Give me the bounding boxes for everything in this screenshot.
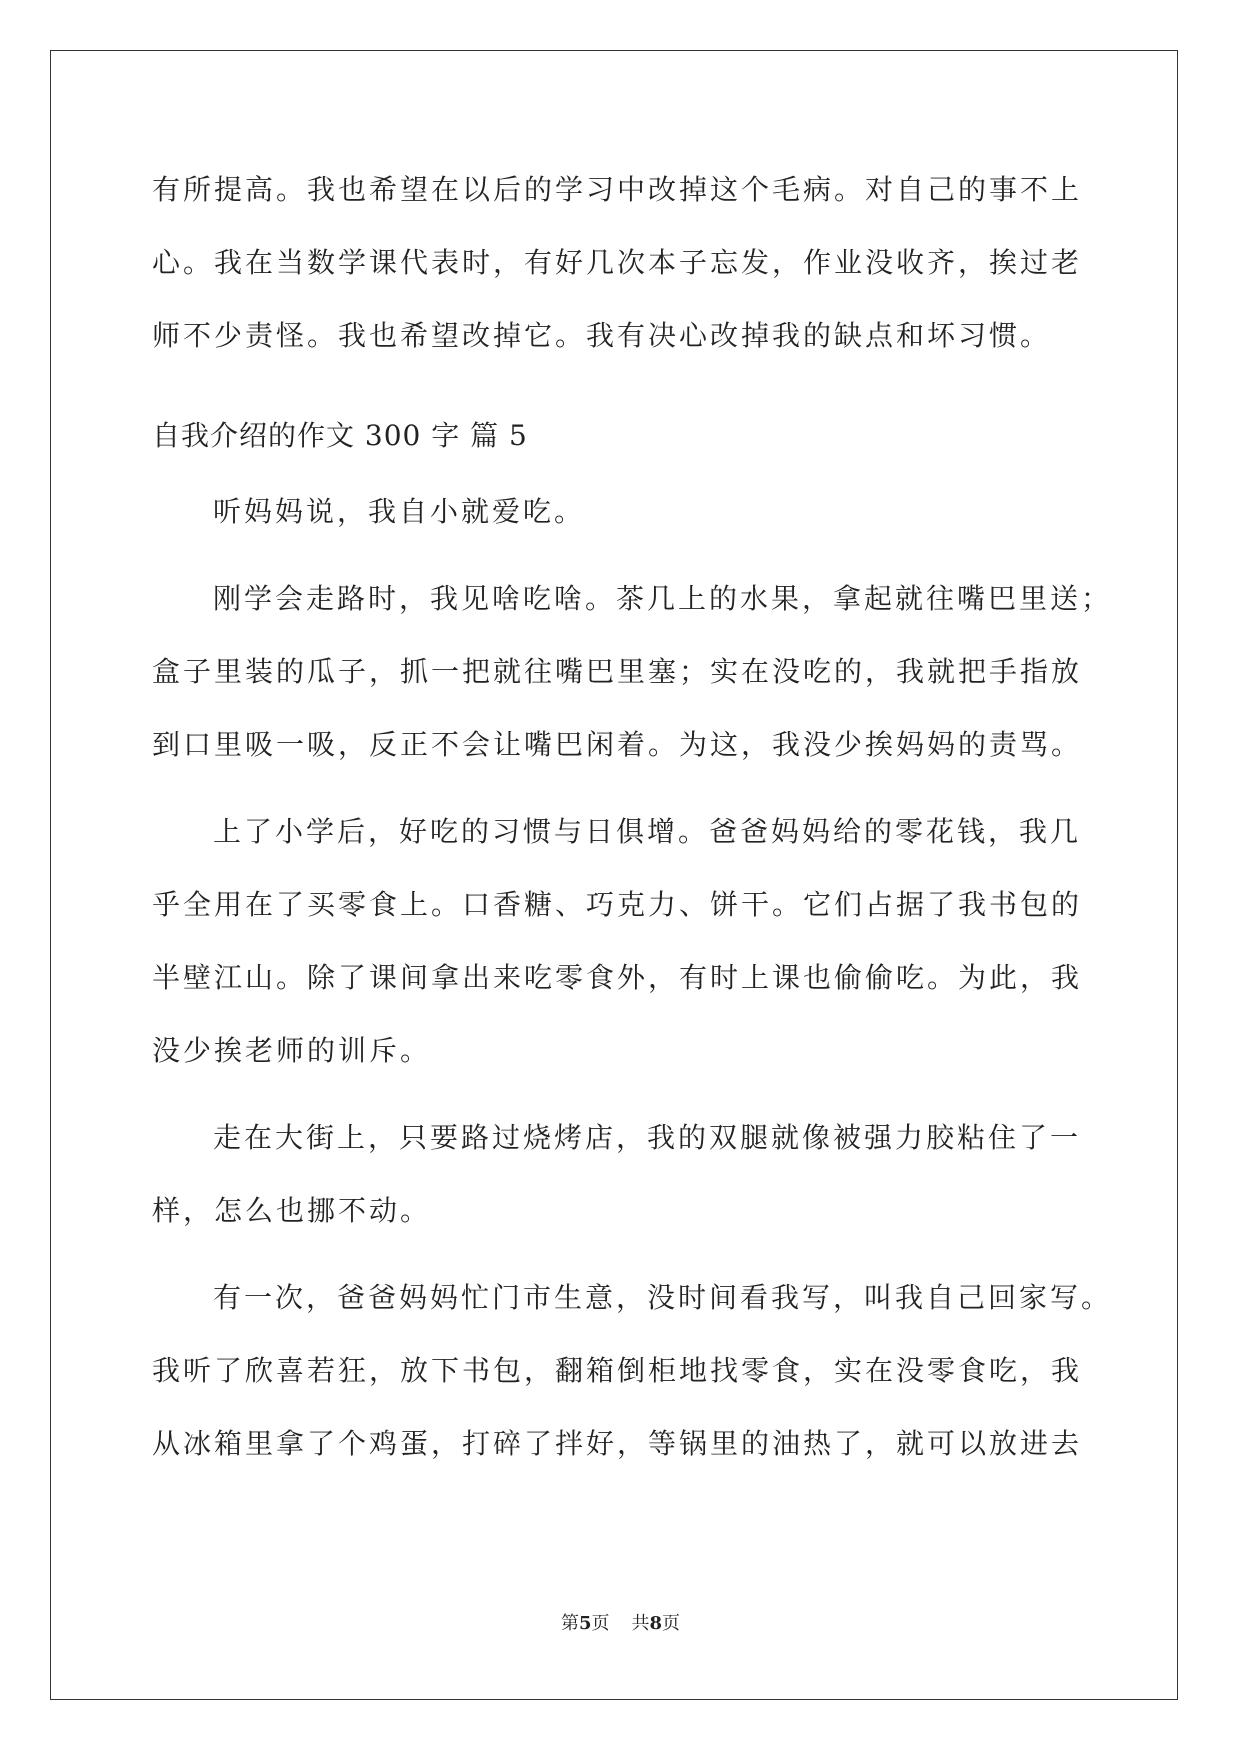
- total-suffix: 页: [662, 1613, 681, 1634]
- text-line: 刚学会走路时，我见啥吃啥。茶几上的水果，拿起就往嘴巴里送；: [213, 582, 1113, 615]
- text-line: 听妈妈说，我自小就爱吃。: [213, 495, 586, 528]
- text-line: 没少挨老师的训斥。: [152, 1034, 432, 1067]
- section-heading: 自我介绍的作文 300 字 篇 5: [152, 419, 528, 452]
- text-line: 从冰箱里拿了个鸡蛋，打碎了拌好，等锅里的油热了，就可以放进去: [152, 1427, 1083, 1460]
- text-line: 到口里吸一吸，反正不会让嘴巴闲着。为这，我没少挨妈妈的责骂。: [152, 728, 1083, 761]
- text-line: 师不少责怪。我也希望改掉它。我有决心改掉我的缺点和坏习惯。: [152, 319, 1052, 352]
- page-total: 8: [649, 1613, 663, 1634]
- text-line: 有所提高。我也希望在以后的学习中改掉这个毛病。对自己的事不上: [152, 173, 1083, 206]
- page-prefix: 第: [560, 1613, 579, 1634]
- page-current: 5: [578, 1613, 592, 1634]
- text-line: 我听了欣喜若狂，放下书包，翻箱倒柜地找零食，实在没零食吃，我: [152, 1354, 1083, 1387]
- text-line: 心。我在当数学课代表时，有好几次本子忘发，作业没收齐，挨过老: [152, 246, 1083, 279]
- page-footer: [0, 1612, 1241, 1636]
- text-line: 上了小学后，好吃的习惯与日俱增。爸爸妈妈给的零花钱，我几: [213, 815, 1082, 848]
- text-line: 乎全用在了买零食上。口香糖、巧克力、饼干。它们占据了我书包的: [152, 888, 1083, 921]
- text-line: 样，怎么也挪不动。: [152, 1194, 432, 1227]
- total-prefix: 共: [631, 1613, 650, 1634]
- text-line: 有一次，爸爸妈妈忙门市生意，没时间看我写，叫我自己回家写。: [213, 1281, 1113, 1314]
- page-suffix: 页: [591, 1613, 610, 1634]
- text-line: 走在大街上，只要路过烧烤店，我的双腿就像被强力胶粘住了一: [213, 1121, 1082, 1154]
- text-line: 盒子里装的瓜子，抓一把就往嘴巴里塞；实在没吃的，我就把手指放: [152, 655, 1083, 688]
- text-line: 半壁江山。除了课间拿出来吃零食外，有时上课也偷偷吃。为此，我: [152, 961, 1083, 994]
